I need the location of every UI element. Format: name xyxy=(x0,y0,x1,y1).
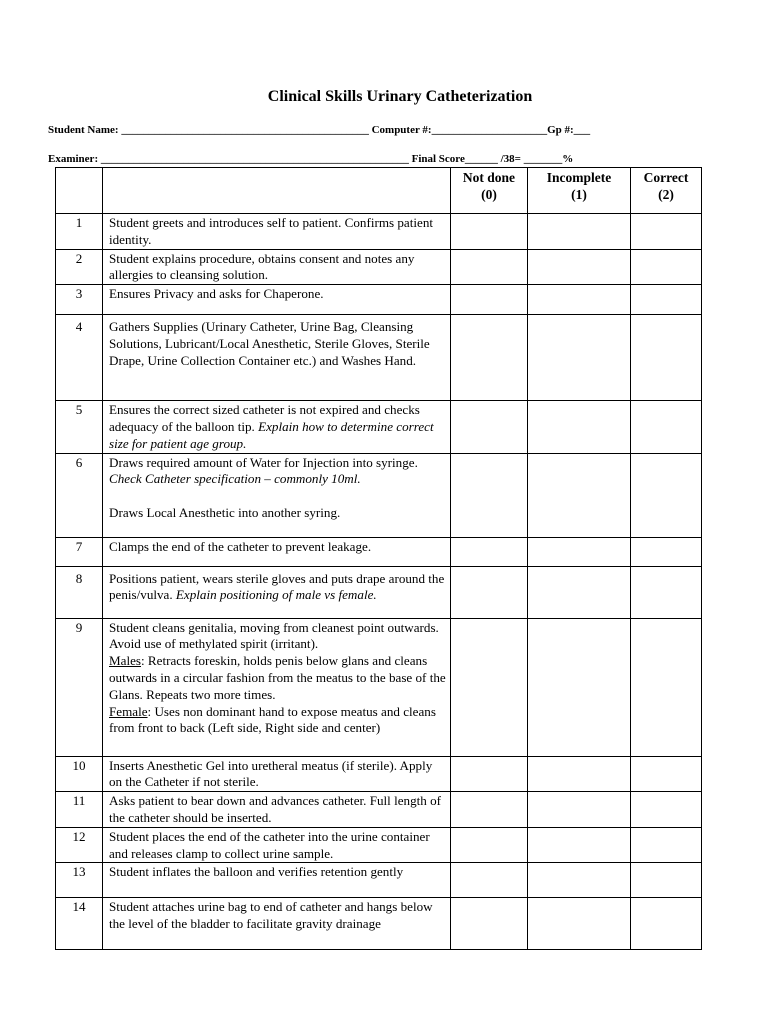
row-number: 6 xyxy=(56,453,103,537)
not-done-cell[interactable] xyxy=(451,285,528,315)
row-description xyxy=(103,566,451,618)
correct-cell[interactable] xyxy=(631,285,702,315)
correct-cell[interactable] xyxy=(631,827,702,863)
table-row xyxy=(56,756,702,792)
row-number: 1 xyxy=(56,214,103,250)
incomplete-score: (1) xyxy=(571,186,587,202)
supplies-line-1: Gathers Supplies (Urinary Catheter, Urine Bag, Cleansing xyxy=(109,319,414,335)
incomplete-cell[interactable] xyxy=(528,618,631,756)
incomplete-cell[interactable] xyxy=(528,285,631,315)
not-done-cell[interactable] xyxy=(451,537,528,566)
not-done-score: (0) xyxy=(481,186,497,202)
correct-cell[interactable] xyxy=(631,618,702,756)
not-done-cell[interactable] xyxy=(451,618,528,756)
correct-cell[interactable] xyxy=(631,863,702,898)
correct-label: Correct xyxy=(643,170,689,185)
not-done-cell[interactable] xyxy=(451,792,528,828)
row-description xyxy=(103,401,451,453)
correct-cell[interactable] xyxy=(631,756,702,792)
row-description: Asks patient to bear down and advances catheter. Full length of the catheter should be inserted. xyxy=(103,792,451,828)
table-row xyxy=(56,618,702,756)
table-row xyxy=(56,315,702,401)
female-label: Female xyxy=(109,703,148,719)
page-title: Clinical Skills Urinary Catheterization xyxy=(267,88,533,105)
incomplete-cell[interactable] xyxy=(528,566,631,618)
header-num-cell xyxy=(56,168,103,214)
correct-cell[interactable] xyxy=(631,898,702,950)
examiner-info-line: Examiner: ________________________________________________________ Final Score______ /38= _______% xyxy=(48,153,574,165)
correct-cell[interactable] xyxy=(631,249,702,285)
header-row xyxy=(56,168,702,214)
not-done-cell[interactable] xyxy=(451,249,528,285)
row-text: Positions patient, wears sterile gloves and puts drape around the penis/vulva. xyxy=(109,570,445,603)
row-number: 10 xyxy=(56,756,103,792)
table-row xyxy=(56,249,702,285)
males-text: : Retracts foreskin, holds penis below glans and cleans outwards in a circular fashion from the meatus to the base of the Glans. Repeats two more times. xyxy=(109,653,446,702)
table-row xyxy=(56,214,702,250)
not-done-label: Not done xyxy=(462,170,516,185)
correct-cell[interactable] xyxy=(631,453,702,537)
row-italic-note: Explain positioning of male vs female. xyxy=(175,587,377,603)
incomplete-label: Incomplete xyxy=(546,170,612,185)
row-number: 8 xyxy=(56,566,103,618)
not-done-cell[interactable] xyxy=(451,898,528,950)
correct-score: (2) xyxy=(658,186,674,202)
header-incomplete xyxy=(528,168,631,214)
not-done-cell[interactable] xyxy=(451,756,528,792)
correct-cell[interactable] xyxy=(631,315,702,401)
table-row xyxy=(56,898,702,950)
row-number: 9 xyxy=(56,618,103,756)
not-done-cell[interactable] xyxy=(451,827,528,863)
row-description xyxy=(103,453,451,537)
header-desc-cell xyxy=(103,168,451,214)
row-description: Ensures Privacy and asks for Chaperone. xyxy=(103,285,451,315)
not-done-cell[interactable] xyxy=(451,566,528,618)
row-description xyxy=(103,315,451,401)
table-row xyxy=(56,453,702,537)
incomplete-cell[interactable] xyxy=(528,214,631,250)
row-number: 14 xyxy=(56,898,103,950)
incomplete-cell[interactable] xyxy=(528,249,631,285)
not-done-cell[interactable] xyxy=(451,214,528,250)
table-row xyxy=(56,566,702,618)
checklist-table xyxy=(55,167,702,950)
correct-cell[interactable] xyxy=(631,214,702,250)
row-text-2: Draws Local Anesthetic into another syring. xyxy=(109,504,341,520)
not-done-cell[interactable] xyxy=(451,315,528,401)
table-row xyxy=(56,537,702,566)
row-description: Student attaches urine bag to end of catheter and hangs below the level of the bladder to facilitate gravity drainage xyxy=(103,898,451,950)
incomplete-cell[interactable] xyxy=(528,863,631,898)
row-number: 4 xyxy=(56,315,103,401)
table-row xyxy=(56,792,702,828)
row-number: 2 xyxy=(56,249,103,285)
table-row xyxy=(56,401,702,453)
row-description: Clamps the end of the catheter to prevent leakage. xyxy=(103,537,451,566)
supplies-line-2: Solutions, Lubricant/Local Anesthetic, Sterile Gloves, Sterile Drape, Urine Collection Container etc.) and Washes Hand. xyxy=(109,335,430,368)
incomplete-cell[interactable] xyxy=(528,827,631,863)
row-text: Draws required amount of Water for Injection into syringe. xyxy=(109,454,418,470)
row-description: Student greets and introduces self to patient. Confirms patient identity. xyxy=(103,214,451,250)
table-row xyxy=(56,285,702,315)
not-done-cell[interactable] xyxy=(451,401,528,453)
males-instructions xyxy=(109,653,448,703)
row-number: 13 xyxy=(56,863,103,898)
correct-cell[interactable] xyxy=(631,537,702,566)
incomplete-cell[interactable] xyxy=(528,792,631,828)
not-done-cell[interactable] xyxy=(451,863,528,898)
row-text: Student cleans genitalia, moving from cleanest point outwards. Avoid use of methylated spirit (irritant). xyxy=(109,619,439,652)
incomplete-cell[interactable] xyxy=(528,537,631,566)
row-number: 11 xyxy=(56,792,103,828)
row-number: 12 xyxy=(56,827,103,863)
student-info-line: Student Name: _____________________________________________ Computer #:_____________________Gp #:___ xyxy=(48,124,591,136)
row-italic-note: Explain how to determine correct size for patient age group. xyxy=(109,418,434,451)
incomplete-cell[interactable] xyxy=(528,898,631,950)
table-row xyxy=(56,863,702,898)
row-description: Student inflates the balloon and verifies retention gently xyxy=(103,863,451,898)
row-number: 5 xyxy=(56,401,103,453)
correct-cell[interactable] xyxy=(631,566,702,618)
row-description xyxy=(103,618,451,756)
row-number: 7 xyxy=(56,537,103,566)
incomplete-cell[interactable] xyxy=(528,315,631,401)
correct-cell[interactable] xyxy=(631,401,702,453)
incomplete-cell[interactable] xyxy=(528,453,631,537)
correct-cell[interactable] xyxy=(631,792,702,828)
males-label: Males xyxy=(109,653,141,669)
incomplete-cell[interactable] xyxy=(528,756,631,792)
row-description: Student explains procedure, obtains consent and notes any allergies to cleansing solution. xyxy=(103,249,451,285)
table-row xyxy=(56,827,702,863)
row-text: Ensures the correct sized catheter is not expired and checks adequacy of the balloon tip. xyxy=(109,402,420,434)
header-not-done xyxy=(451,168,528,214)
row-description: Student places the end of the catheter into the urine container and releases clamp to collect urine sample. xyxy=(103,827,451,863)
female-text: : Uses non dominant hand to expose meatus and cleans from front to back (Left side, Right side and center) xyxy=(109,703,436,736)
header-correct xyxy=(631,168,702,214)
row-italic-note: Check Catheter specification – commonly 10ml. xyxy=(109,471,361,487)
female-instructions xyxy=(109,704,448,738)
row-number: 3 xyxy=(56,285,103,315)
row-description: Inserts Anesthetic Gel into uretheral meatus (if sterile). Apply on the Catheter if not sterile. xyxy=(103,756,451,792)
not-done-cell[interactable] xyxy=(451,453,528,537)
incomplete-cell[interactable] xyxy=(528,401,631,453)
